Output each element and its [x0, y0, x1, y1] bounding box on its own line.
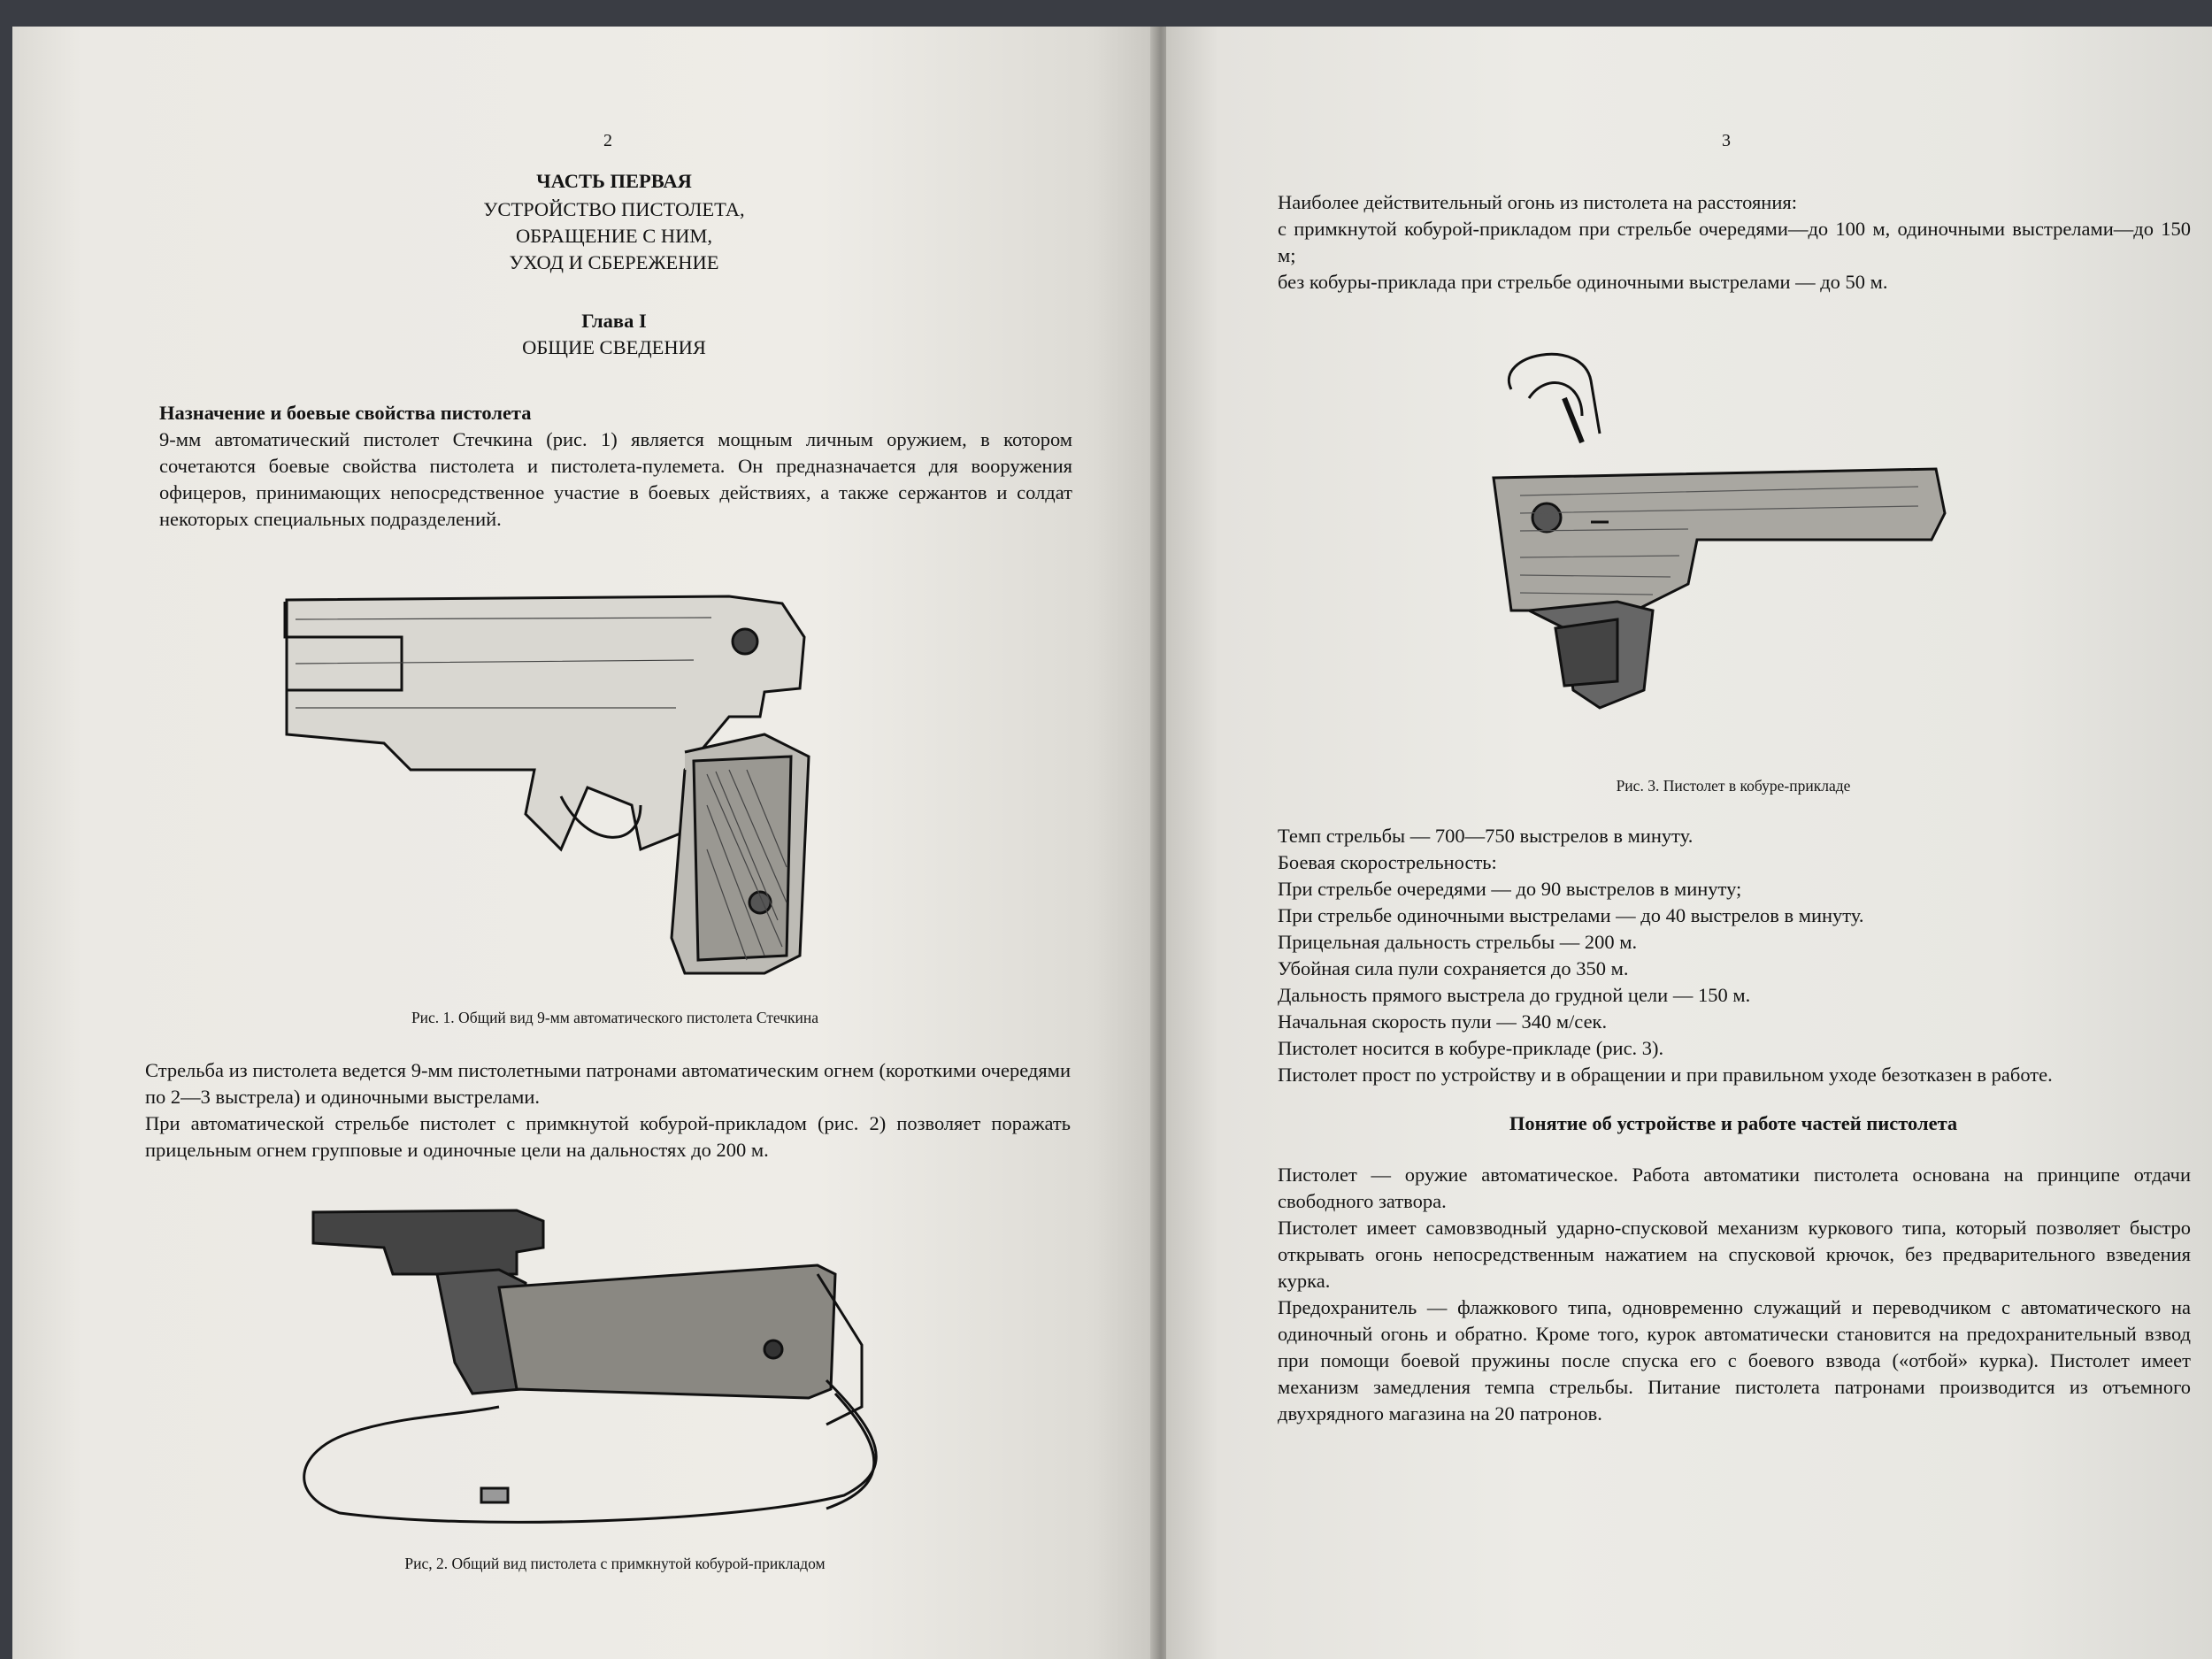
- intro-paragraph: 9-мм автоматический пистолет Стечкина (рис. 1) является мощным личным оружием, в котором сочетаются боевые свойства пистолета и пистолета-пулемета. Он предназначается для вооружения офицеров, принимающих непосредственное участие в боевых действиях, а также сержантов и солдат некоторых специальных подразделений.: [159, 428, 1072, 530]
- part-title: ЧАСТЬ ПЕРВАЯ: [536, 170, 692, 192]
- spec-line: Пистолет прост по устройству и в обращении и при правильном уходе безотказен в работе.: [1278, 1064, 2053, 1086]
- chapter-title: Глава I: [581, 310, 647, 332]
- para-safety: Предохранитель — флажкового типа, одновременно служащий и переводчиком с автоматического на одиночный огонь и обратно. Кроме того, курок автоматически становится на предохранительный взвод при помощи боевой пружины после спуска его с боевого взвода («отбой» курка). Пистолет имеет механизм замедления темпа стрельбы. Питание пистолета патронами производится из отъемного двухрядного магазина на 20 патронов.: [1278, 1296, 2191, 1425]
- range-intro: Наиболее действительный огонь из пистолета на расстояния:: [1278, 191, 1797, 213]
- figure2-caption: Рис, 2. Общий вид пистолета с примкнутой кобурой-прикладом: [404, 1555, 826, 1572]
- part-subtitle-1: УСТРОЙСТВО ПИСТОЛЕТА,: [483, 198, 745, 220]
- range-without-stock: без кобуры-приклада при стрельбе одиночными выстрелами — до 50 м.: [1278, 271, 1888, 293]
- spec-line: Пистолет носится в кобуре-прикладе (рис. 3).: [1278, 1037, 1664, 1059]
- part-subtitle-3: УХОД И СБЕРЕЖЕНИЕ: [509, 251, 719, 273]
- spec-line: Боевая скорострельность:: [1278, 851, 1497, 873]
- firing-paragraph-2: При автоматической стрельбе пистолет с примкнутой кобурой-прикладом (рис. 2) позволяет поражать прицельным огнем групповые и одиночные цели на дальностях до 200 м.: [145, 1112, 1071, 1161]
- left-page: [12, 27, 1163, 1659]
- spec-line: Убойная сила пули сохраняется до 350 м.: [1278, 957, 1629, 979]
- figure2-pistol-stock-illustration: [296, 1203, 897, 1531]
- part-subtitle-2: ОБРАЩЕНИЕ С НИМ,: [515, 225, 713, 247]
- figure3-caption: Рис. 3. Пистолет в кобуре-прикладе: [1616, 777, 1851, 795]
- section-heading-right: Понятие об устройстве и работе частей пистолета: [1509, 1112, 1958, 1134]
- spec-line: Начальная скорость пули — 340 м/сек.: [1278, 1010, 1608, 1033]
- spec-line: При стрельбе одиночными выстрелами — до 40 выстрелов в минуту.: [1278, 904, 1864, 926]
- spec-line: При стрельбе очередями — до 90 выстрелов в минуту;: [1278, 878, 1742, 900]
- range-with-stock: с примкнутой кобурой-прикладом при стрельбе очередями—до 100 м, одиночными выстрелами—до 150 м;: [1278, 218, 2191, 266]
- figure3-holster-stock-illustration: [1476, 345, 1971, 717]
- para-trigger: Пистолет имеет самовзводный ударно-спусковой механизм куркового типа, который позволяет быстро открывать огонь непосредственным нажатием на спусковой крючок, без предварительного взведения курка.: [1278, 1217, 2191, 1292]
- section-heading-left: Назначение и боевые свойства пистолета: [159, 402, 532, 424]
- spec-line: Темп стрельбы — 700—750 выстрелов в минуту.: [1278, 825, 1694, 847]
- specs-list: [1278, 823, 2212, 1088]
- firing-paragraph-1: Стрельба из пистолета ведется 9-мм пистолетными патронами автоматическим огнем (короткими очередями по 2—3 выстрела) и одиночными выстрелами.: [145, 1059, 1071, 1108]
- page-number-left: 2: [603, 131, 612, 150]
- chapter-subtitle: ОБЩИЕ СВЕДЕНИЯ: [522, 336, 706, 358]
- para-automatic: Пистолет — оружие автоматическое. Работа автоматики пистолета основана на принципе отдачи свободного затвора.: [1278, 1164, 2191, 1212]
- spec-line: Прицельная дальность стрельбы — 200 м.: [1278, 931, 1638, 953]
- right-page: [1166, 27, 2212, 1659]
- spec-line: Дальность прямого выстрела до грудной цели — 150 м.: [1278, 984, 1751, 1006]
- figure1-pistol-illustration: [269, 584, 871, 991]
- figure1-caption: Рис. 1. Общий вид 9-мм автоматического пистолета Стечкина: [411, 1009, 819, 1026]
- page-number-right: 3: [1722, 131, 1731, 150]
